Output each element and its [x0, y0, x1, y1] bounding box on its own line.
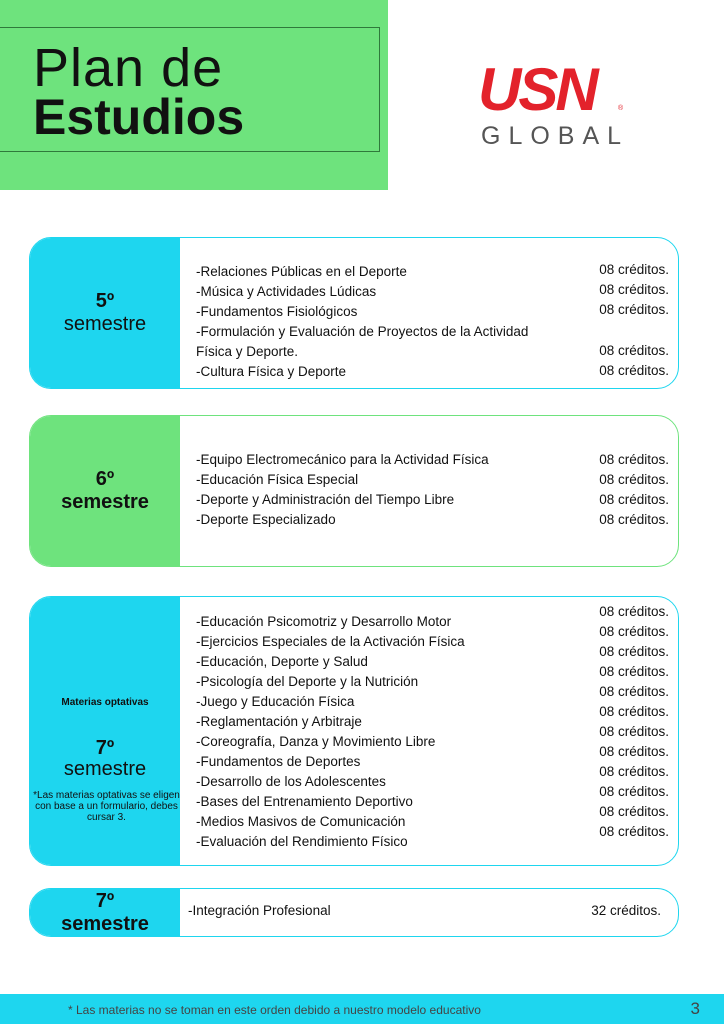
- subject-item: -Fundamentos Fisiológicos: [196, 304, 358, 319]
- credit-value: 08 créditos.: [599, 604, 669, 619]
- semester-6-word: semestre: [61, 491, 149, 513]
- subject-item: -Educación, Deporte y Salud: [196, 654, 368, 669]
- electives-title: Materias optativas: [61, 697, 149, 708]
- footer-bar: [0, 994, 724, 1024]
- subject-item: -Deporte Especializado: [196, 512, 336, 527]
- semester-6-label: [30, 416, 180, 566]
- subject-item: -Equipo Electromecánico para la Actividad Física: [196, 452, 489, 467]
- subject-item: -Educación Psicomotriz y Desarrollo Motor: [196, 614, 452, 629]
- semester-6-card: [29, 415, 679, 567]
- semester-5-subjects: [180, 238, 678, 388]
- semester-7-number: 7º: [95, 737, 115, 759]
- subject-item: -Desarrollo de los Adolescentes: [196, 774, 386, 789]
- subject-item: -Ejercicios Especiales de la Activación Física: [196, 634, 465, 649]
- subject-item: -Bases del Entrenamiento Deportivo: [196, 794, 413, 809]
- page-number: 3: [690, 999, 700, 1018]
- page-title-line1: Plan de: [33, 38, 224, 98]
- semester-5-label: [30, 238, 180, 388]
- credit-value: 08 créditos.: [599, 343, 669, 358]
- subject-item: -Relaciones Públicas en el Deporte: [196, 264, 407, 279]
- subject-item: -Integración Profesional: [188, 903, 331, 918]
- subject-item: -Cultura Física y Deporte: [196, 364, 347, 379]
- subject-item: -Psicología del Deporte y la Nutrición: [196, 674, 419, 689]
- semester-7-electives-subjects: [180, 597, 678, 865]
- logo-usn-text: USN: [478, 56, 596, 123]
- semester-6-number: 6º: [95, 468, 115, 490]
- credit-value: 08 créditos.: [599, 492, 669, 507]
- credit-value: 08 créditos.: [599, 724, 669, 739]
- semester-5-word: semestre: [63, 313, 147, 335]
- semester-7-electives-card: [29, 596, 679, 866]
- semester-7-subjects: [180, 889, 678, 936]
- page-title-line2: Estudios: [33, 89, 245, 145]
- subject-item: -Evaluación del Rendimiento Físico: [196, 834, 408, 849]
- semester-7-number: 7º: [95, 889, 115, 912]
- logo-registered-mark: ®: [618, 105, 624, 112]
- credit-value: 08 créditos.: [599, 624, 669, 639]
- credit-value: 08 créditos.: [599, 744, 669, 759]
- credit-value: 08 créditos.: [599, 452, 669, 467]
- footer-note: * Las materias no se toman en este orden debido a nuestro modelo educativo: [68, 1003, 481, 1017]
- credit-value: 32 créditos.: [591, 903, 661, 918]
- credit-value: 08 créditos.: [599, 512, 669, 527]
- usn-global-logo: [478, 56, 630, 155]
- credit-value: 08 créditos.: [599, 764, 669, 779]
- subject-item: Física y Deporte.: [196, 344, 299, 359]
- semester-7-word: semestre: [61, 912, 149, 935]
- subject-item: -Fundamentos de Deportes: [196, 754, 361, 769]
- semester-7-card: [29, 888, 679, 937]
- credit-value: 08 créditos.: [599, 804, 669, 819]
- credit-value: 08 créditos.: [599, 704, 669, 719]
- credit-value: 08 créditos.: [599, 664, 669, 679]
- subject-item: -Educación Física Especial: [196, 472, 359, 487]
- subject-item: -Reglamentación y Arbitraje: [196, 714, 362, 729]
- semester-6-subjects: [180, 416, 678, 566]
- semester-7-word: semestre: [63, 758, 147, 780]
- subject-item: -Deporte y Administración del Tiempo Libre: [196, 492, 455, 507]
- logo-global-text: GLOBAL: [481, 122, 630, 150]
- electives-note: *Las materias optativas se eligen con base a un formulario, debes cursar 3.: [33, 790, 180, 823]
- semester-7-electives-label: [30, 597, 180, 865]
- credit-value: 08 créditos.: [599, 784, 669, 799]
- subject-item: -Coreografía, Danza y Movimiento Libre: [196, 734, 436, 749]
- credit-value: 08 créditos.: [599, 282, 669, 297]
- semester-7-label: [30, 889, 180, 936]
- credit-value: 08 créditos.: [599, 824, 669, 839]
- subject-item: -Juego y Educación Física: [196, 694, 355, 709]
- credit-value: 08 créditos.: [599, 363, 669, 378]
- credit-value: 08 créditos.: [599, 684, 669, 699]
- semester-5-number: 5º: [95, 290, 115, 312]
- credit-value: 08 créditos.: [599, 644, 669, 659]
- subject-item: -Formulación y Evaluación de Proyectos de la Actividad: [196, 324, 529, 339]
- credit-value: 08 créditos.: [599, 262, 669, 277]
- subject-item: -Música y Actividades Lúdicas: [196, 284, 377, 299]
- credit-value: 08 créditos.: [599, 302, 669, 317]
- credit-value: 08 créditos.: [599, 472, 669, 487]
- semester-5-card: [29, 237, 679, 389]
- subject-item: -Medios Masivos de Comunicación: [196, 814, 406, 829]
